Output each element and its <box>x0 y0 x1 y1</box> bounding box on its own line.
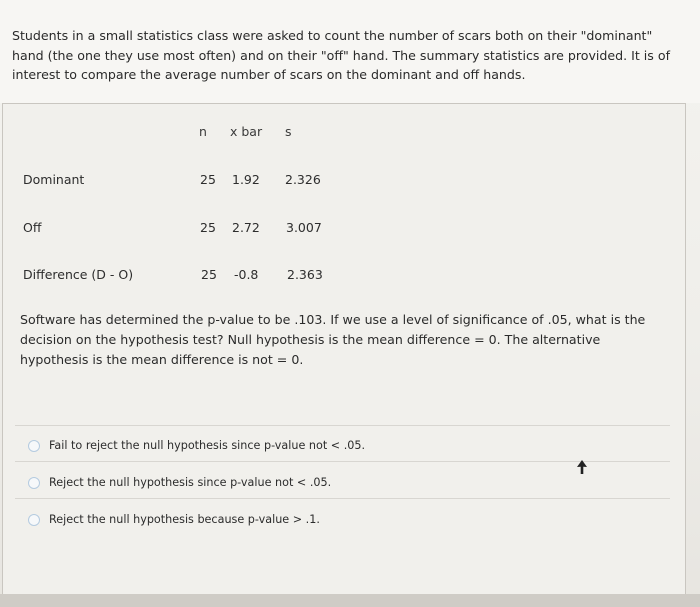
dominant-n: 25 <box>200 172 216 187</box>
off-n: 25 <box>200 220 216 235</box>
radio-button-icon[interactable] <box>28 477 40 489</box>
radio-button-icon[interactable] <box>28 440 40 452</box>
option-reject-not-less[interactable] <box>28 476 331 489</box>
option-label: Fail to reject the null hypothesis since p-value not < .05. <box>49 439 366 452</box>
option-divider <box>15 498 670 499</box>
row-label-difference: Difference (D - O) <box>23 267 134 282</box>
header-n: n <box>199 124 207 139</box>
bottom-edge <box>0 594 700 607</box>
option-divider <box>15 425 670 426</box>
off-s: 3.007 <box>286 220 322 235</box>
row-label-off: Off <box>23 220 42 235</box>
header-s: s <box>285 124 292 139</box>
difference-s: 2.363 <box>287 267 323 282</box>
off-xbar: 2.72 <box>232 220 260 235</box>
option-label: Reject the null hypothesis since p-value not < .05. <box>49 476 332 489</box>
problem-intro-text: Students in a small statistics class were asked to count the number of scars both on their "dominant" hand (the one they use most often) and on their "off" hand. The summary statistics are provided. It is of interest to compare the average number of scars on the dominant and off hands. <box>12 28 670 82</box>
dominant-xbar: 1.92 <box>232 172 260 187</box>
option-label: Reject the null hypothesis because p-value > .1. <box>49 513 320 526</box>
header-xbar: x bar <box>230 124 263 139</box>
option-reject-greater[interactable] <box>28 513 320 526</box>
intro-panel <box>0 0 700 103</box>
difference-xbar: -0.8 <box>234 267 259 282</box>
difference-n: 25 <box>201 267 217 282</box>
option-fail-to-reject[interactable] <box>28 439 365 452</box>
mouse-pointer-icon <box>576 460 588 474</box>
option-divider <box>15 461 670 462</box>
dominant-s: 2.326 <box>285 172 321 187</box>
row-label-dominant: Dominant <box>23 172 85 187</box>
radio-button-icon[interactable] <box>28 514 40 526</box>
question-text: Software has determined the p-value to be .103. If we use a level of significance of .05, what is the decision on the hypothesis test? Null hypothesis is the mean difference = 0. The alternative hypothesis is the mean difference is not = 0. <box>20 312 646 367</box>
